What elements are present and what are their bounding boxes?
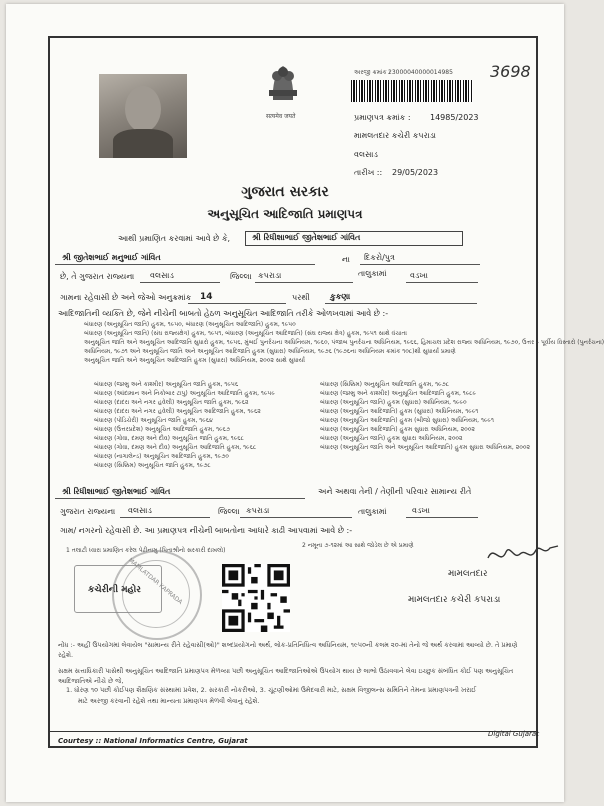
entry-no: 14 (200, 292, 213, 302)
basis-1: 1 તલાટી ધ્વારા પ્રમાણિત કરેલ પેઢીનામુ (પિતાશ્રીનો સરકારી દાખલો) (66, 547, 226, 554)
order-left-item: બંધારણ (નાગાલેન્ડ) અનુસૂચિત આદિજાતિ હુકમ, ૧૯૭૦ (94, 453, 229, 460)
row2-village: વડખા (412, 506, 430, 515)
basis-2: 2 નમૂના ૭-૧૨માં આ સાથે જોડેલ છે એ પ્રમાણે (302, 542, 414, 549)
gam-prefix: ગામના રહેવાસી છે અને જેઓ અનુક્રમાંક (60, 293, 192, 302)
serial-value: 23000040000014985 (388, 69, 453, 76)
emblem-motto: सत्यमेव जयते (266, 113, 296, 120)
order-left-item: બંધારણ (આંદામાન અને નિકોબાર ટાપુ) અનુસૂચિત આદિજાતિ હુકમ, ૧૯૫૯ (94, 390, 275, 397)
order-right-item: બંધારણ (સિક્કિમ) અનુસૂચિત આદિજાતિ હુકમ, ૧૯૭૮ (320, 381, 450, 388)
seal-ring-text: MAMLATDAR KAPRADA (126, 556, 184, 606)
orders-list (84, 320, 604, 365)
signature (486, 540, 562, 568)
round-seal (112, 550, 202, 640)
order-right-item: બંધારણ (અનુસૂચિત જાતિ) હુકમ સુધારા અધિનિયમ, ૨૦૦૨ (320, 435, 463, 442)
taluka-label: તાલુકામાં (358, 269, 387, 278)
village-line (406, 282, 478, 283)
national-emblem-icon (263, 60, 303, 112)
signatory-office: મામલતદાર કચેરી કપરાડા (408, 595, 501, 605)
cert-no-label: પ્રમાણપત્ર ક્રમાંક : (354, 113, 411, 122)
office-name: મામલતદાર કચેરી કપરાડા (354, 131, 437, 140)
handwritten-number: 3698 (490, 62, 531, 81)
gam-line: ગામ/ નગરનો રહેવાસી છે. આ પ્રમાણપત્ર નીચેની બાબતોના આધારે કાઢી આપવામાં આવે છે :- (60, 526, 353, 535)
taluka-value: કપરાડા (258, 271, 282, 280)
signatory-designation: મામલતદાર (448, 569, 488, 579)
row2-taluka: કપરાડા (246, 506, 270, 515)
order-left-item: બંધારણ (પોંડિચેરી) અનુસૂચિત જાતિ હુકમ, ૧૯૬૪ (94, 417, 213, 424)
tribe-line (325, 303, 477, 304)
district-line (140, 282, 220, 283)
village-value: વડખા (410, 271, 428, 280)
item-end: માટે અરજી કરવાની રહેશે તથા માન્યતા પ્રમાણપત્ર મેળવી લેવાનું રહેશે. (78, 697, 260, 705)
order-item: અનુસૂચિત જાતિ અને અનુસૂચિત આદિજાતિ સુધારો હુકમ, ૧૯૫૬, મુંબઈ પુનર્રચના અધિનિયમ, ૧૯૬૦, પંજાબ પુનર્રચના અધિનિયમ, ૧૯૬૬, હિમાચલ પ્રદેશ રાજ્ય અધિનિયમ, ૧૯૭૦, ઉત્તર – પૂર્વીય વિસ્તારો (પુનર્રચના) (84, 339, 604, 346)
order-left-item: બંધારણ (દાદરા અને નગર હવેલી) અનુસૂચિત જાતિ હુકમ, ૧૯૬૨ (94, 399, 249, 406)
intro-text: આથી પ્રમાણિત કરવામાં આવે છે કે, (118, 234, 231, 243)
order-right-item: બંધારણ (અનુસૂચિત જાતિ અને અનુસૂચિત આદિજાતિ) હુકમ સુધારા અધિનિયમ, ૨૦૦૨ (320, 444, 530, 451)
order-left-item: બંધારણ (ઉત્તરપ્રદેશ) અનુસૂચિત આદિજાતિ હુકમ, ૧૯૬૭ (94, 426, 231, 433)
courtesy-text: Courtesy :: National Informatics Centre, Gujarat (58, 737, 248, 745)
order-item: અનુસૂચિત જાતિ અને અનુસૂચિત આદિજાતિ હુકમ (સુધારા) અધિનિયમ, ૨૦૦૨ સાથે સુધાર્યા (84, 357, 305, 364)
office-seal-label: કચેરીની મહોર (88, 585, 141, 595)
order-right-item: બંધારણ (અનુસૂચિત આદિજાતિ) હુકમ (સુધારા) અધિનિયમ, ૧૯૯૧ (320, 408, 479, 415)
resident-name: શ્રી રિધીશાભાઈ જીતેશભાઈ ગાંવિત (62, 487, 171, 496)
order-right-item: બંધારણ (જમ્મુ અને કાશ્મીર) અનુસૂચિત આદિજાતિ હુકમ, ૧૯૮૯ (320, 390, 477, 397)
order-right-item: બંધારણ (અનુસૂચિત આદિજાતિ) હુકમ સુધારા અધિનિયમ, ૨૦૦૨ (320, 426, 475, 433)
row2-district-line (120, 517, 210, 518)
entry-line (188, 303, 286, 304)
orders-left-column (94, 380, 294, 470)
identification-para: આદિજાતિની વ્યક્તિ છે, જેને નીચેની બાબતો હેઠળ અનુસૂચિત આદિજાતિ તરીકે ઓળખવામાં આવે છે :- (58, 309, 389, 318)
district-name: વલસાડ (354, 150, 378, 159)
order-left-item: બંધારણ (જમ્મુ અને કાશ્મીર) અનુસૂચિત જાતિ હુકમ, ૧૯૫૬ (94, 381, 239, 388)
na-label: ના (342, 255, 350, 264)
applicant-photo (99, 74, 187, 158)
relation: દિકરો/પુત્ર (364, 253, 395, 262)
order-item: બંધારણ (અનુસૂચિત જાતિ) (સંઘ રાજ્યક્ષેત્ર) હુકમ, ૧૯૫૧, બંધારણ (અનુસૂચિત આદિજાતિ) (સંઘ રાજ્ય ક્ષેત્ર) હુકમ, ૧૯૫૧ સાથે વંચાતા (84, 330, 407, 337)
serial-label: અરજી ક્રમાંક : (354, 69, 391, 76)
order-left-item: બંધારણ (સિક્કિમ) અનુસૂચિત જાતિ હુકમ, ૧૯૭૮ (94, 462, 211, 469)
row2-jilla: જિલ્લા (218, 507, 240, 516)
entry-suffix: પરથી (292, 293, 310, 302)
qr-code (222, 564, 290, 632)
father-name: શ્રી જીતેશભાઈ મનુભાઈ ગાંવિત (62, 253, 161, 262)
note-text: નોંધ :- અહીં ઉપયોગમાં લેવાયેલ "સામાન્ય રીતે રહેવાસી(ઓ)" શબ્દપ્રયોગનો અર્થ, લોક-પ્રતિનિધિત્વ અધિનિયમ, ૧૯૫૦ની કલમ ૨૦-માં તેનો જે અર્થ કરવામાં આવ્યો છે. તે પ્રમાણે રહેશે. (58, 641, 518, 659)
order-right-item: બંધારણ (અનુસૂચિત આદિજાતિ) હુકમ (બીજો સુધારા) અધિનિયમ, ૧૯૯૧ (320, 417, 494, 424)
date-value: 29/05/2023 (392, 168, 439, 177)
govt-title: ગુજરાત સરકાર (241, 184, 329, 200)
row2-village-line (406, 517, 478, 518)
para2-text: સક્ષમ સત્તાધિકારી પાસેથી અનુસૂચિત આદિજાતિ પ્રમાણપત્ર મેળવ્યા પછી અનુસૂચિત આદિજાતિઓએ ઉપયોગ થાય છે લાભો ઉઠાવવાને લેવા ઇચ્છુક સંબંધિત કોઈ પણ અનુસૂચિત આદિજાતિએ નીચે છે જે, (58, 667, 514, 685)
barcode (351, 80, 473, 102)
orders-right-column (320, 380, 530, 452)
row2-prefix: ગુજરાત રાજ્યના (60, 507, 116, 516)
order-left-item: બંધારણ (ગોવા, દમણ અને દીવ) અનુસૂચિત આદિજાતિ હુકમ, ૧૯૬૮ (94, 444, 257, 451)
row2-taluka-line (240, 517, 352, 518)
item-list: 1. ધોરણ ૧૦ પછી કોઈપણ શૈક્ષણિક સંસ્થામાં પ્રવેશ, 2. સરકારી નોકરીઓ, 3. ચૂંટણીઓમાં ઉમેદવારી માટે, સક્ષમ વિજીલન્સ સમિતિને તેમના પ્રમાણપત્રની ખરાઈ (66, 686, 477, 694)
order-item: અધિનિયમ, ૧૯૭૧ અને અનુસૂચિત જાતિ અને અનુસૂચિત આદિજાતિ હુકમ (સુધારા) અધિનિયમ, ૧૯૭૬ (૧૯૭૬ના અધિનિયમ ક્રમાંક ૧૦૮)થી સુધાર્યા પ્રમાણે (84, 348, 456, 355)
tribe-name: કુકણા (330, 292, 351, 301)
relation-line (360, 264, 480, 265)
family-text: અને અથવા તેની / તેણીની પરિવાર સામાન્ય રીતે (318, 487, 472, 496)
order-left-item: બંધારણ (દાદરા અને નગર હવેલી) અનુસૂચિત આદિજાતિ હુકમ, ૧૯૬૨ (94, 408, 261, 415)
date-label: તારીખ :: (354, 168, 383, 177)
applicant-name: શ્રી રિધીશાભાઈ જીતેશભાઈ ગાંવિત (245, 231, 463, 246)
state-label: છે, તે ગુજરાત રાજ્યના (60, 272, 135, 281)
father-line (55, 264, 315, 265)
row2-taluka-label: તાલુકામાં (358, 507, 387, 516)
jilla-label: જિલ્લા (230, 272, 252, 281)
order-left-item: બંધારણ (ગોવા, દમણ અને દીવ) અનુસૂચિત જાતિ હુકમ, ૧૯૬૮ (94, 435, 244, 442)
district-value: વલસાડ (150, 271, 174, 280)
taluka-line (255, 282, 353, 283)
certificate-title: અનુસૂચિત આદિજાતિ પ્રમાણપત્ર (207, 207, 363, 221)
order-item: બંધારણ (અનુસૂચિત જાતિ) હુકમ, ૧૯૫૦, બંધારણ (અનુસૂચિત આદિજાતિ) હુકમ, ૧૯૫૦ (84, 321, 296, 328)
order-right-item: બંધારણ (અનુસૂચિત જાતિ) હુકમ (સુધારા) અધિનિયમ, ૧૯૯૦ (320, 399, 467, 406)
resident-line (55, 498, 305, 499)
digital-gujarat-text: Digital Gujarat (488, 730, 539, 738)
cert-no-value: 14985/2023 (430, 113, 479, 122)
row2-district: વલસાડ (128, 506, 152, 515)
